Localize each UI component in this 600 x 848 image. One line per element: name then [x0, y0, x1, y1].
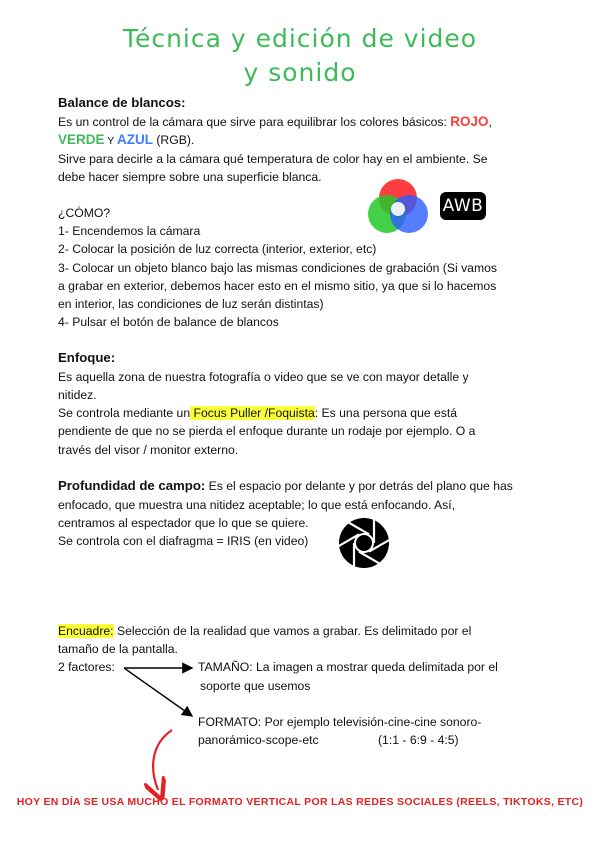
profundidad-line2: enfocado, que muestra una nitidez aceptable; lo que está enfocando. Así, — [58, 498, 456, 512]
color-red-label: ROJO — [450, 114, 489, 129]
step-1: 1- Encendemos la cámara — [58, 224, 201, 238]
factors-label: 2 factores: — [58, 660, 115, 674]
color-blue-label: AZUL — [116, 132, 153, 147]
encuadre-heading: Encuadre: — [58, 624, 114, 638]
focus-puller-highlight: Focus Puller /Foquista — [190, 406, 315, 420]
balance-heading: Balance de blancos: — [58, 95, 186, 110]
and-word: Y — [104, 135, 117, 147]
enfoque-heading: Enfoque: — [58, 350, 116, 365]
balance-line4: debe hacer siempre sobre una superficie blanca. — [58, 170, 322, 184]
step-2: 2- Colocar la posición de luz correcta (interior, exterior, etc) — [58, 242, 377, 256]
encuadre-line2: tamaño de la pantalla. — [58, 642, 178, 656]
enfoque-line5: través del visor / monitor externo. — [58, 443, 239, 457]
step-3-line3: en interior, las condiciones de luz serán distintas) — [58, 297, 324, 311]
tamano-line2: soporte que usemos — [200, 679, 311, 693]
page-title: Técnica y edición de video — [122, 24, 478, 53]
enfoque-line3-post: : Es una persona que está — [314, 406, 458, 420]
formato-line2: panorámico-scope-etc — [198, 733, 319, 747]
rgb-text: (RGB). — [152, 133, 195, 147]
step-3-line1: 3- Colocar un objeto blanco bajo las mismas condiciones de grabación (Si vamos — [58, 261, 497, 275]
formato-line1: FORMATO: Por ejemplo televisión-cine-cine sonoro- — [198, 715, 482, 729]
step-4: 4- Pulsar el botón de balance de blancos — [58, 315, 279, 329]
profundidad-line3: centramos al espectador que lo que se quiere. — [58, 516, 309, 530]
format-ratios: (1:1 - 6:9 - 4:5) — [378, 733, 459, 747]
balance-line1-text: Es un control de la cámara que sirve para equilibrar los colores básicos: — [58, 115, 451, 129]
comma: , — [488, 115, 492, 129]
enfoque-line3-pre: Se controla mediante un — [58, 406, 191, 420]
vertical-format-note: HOY EN DÍA SE USA MUCHO EL FORMATO VERTICAL POR LAS REDES SOCIALES (REELS, TIKTOKS, ETC) — [16, 796, 584, 808]
profundidad-heading: Profundidad de campo: — [58, 478, 206, 493]
balance-line3: Sirve para decirle a la cámara qué temperatura de color hay en el ambiente. Se — [58, 152, 488, 166]
tamano-line1: TAMAÑO: La imagen a mostrar queda delimitada por el — [198, 660, 498, 674]
awb-icon: AWB — [440, 192, 486, 220]
encuadre-line1-text: Selección de la realidad que vamos a grabar. Es delimitado por el — [113, 624, 472, 638]
enfoque-line2: nitidez. — [58, 388, 97, 402]
profundidad-line1-text: Es el espacio por delante y por detrás del plano que has — [205, 479, 513, 493]
step-3-line2: a grabar en exterior, debemos hacer esto en el mismo sitio, ya que si lo hacemos — [58, 279, 497, 293]
enfoque-line1: Es aquella zona de nuestra fotografía o video que se ve con mayor detalle y — [58, 370, 469, 384]
page-title-line2: y sonido — [243, 58, 357, 87]
profundidad-line4: Se controla con el diafragma = IRIS (en video) — [58, 534, 309, 548]
color-green-label: VERDE — [58, 132, 105, 147]
enfoque-line4: pendiente de que no se pierda el enfoque durante un rodaje por ejemplo. O a — [58, 424, 476, 438]
how-heading: ¿CÓMO? — [58, 206, 111, 220]
